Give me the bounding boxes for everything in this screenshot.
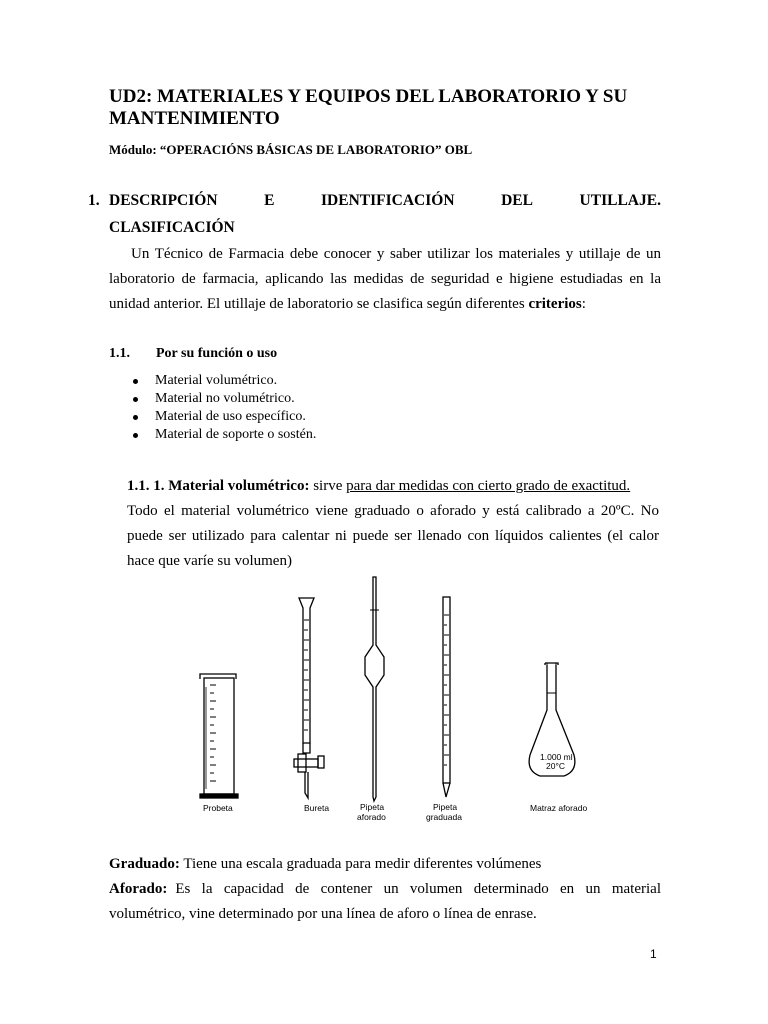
text-line	[109, 292, 661, 317]
text-line-content: laboratorio de farmacia, aplicando las medidas de seguridad e higiene estudiadas en la	[109, 271, 661, 287]
document-title: UD2: MATERIALES Y EQUIPOS DEL LABORATORIO Y SU MANTENIMIENTO	[109, 86, 628, 129]
list-item: Material de soporte o sostén.	[131, 426, 316, 444]
graduated-pipette-drawing	[443, 597, 450, 797]
heading-word: DESCRIPCIÓN	[109, 192, 218, 209]
caption-pipeta-aforado-1: Pipeta	[360, 802, 385, 812]
subsection-title: Por su función o uso	[156, 346, 278, 361]
caption-pipeta-aforado-2: aforado	[357, 812, 386, 822]
page-number: 1	[650, 947, 657, 961]
definition-text: Tiene una escala graduada para medir diferentes volúmenes	[179, 856, 542, 872]
intro-paragraph	[109, 242, 661, 317]
heading-word: IDENTIFICACIÓN	[321, 192, 455, 209]
volumetric-paragraph	[127, 474, 659, 574]
flask-volume-label: 1.000 ml	[540, 752, 573, 762]
text-line	[127, 549, 659, 574]
volumetric-label: 1.1. 1. Material volumétrico:	[127, 478, 310, 494]
underlined-text: para dar medidas con cierto grado de exactitud.	[346, 478, 631, 494]
burette-drawing	[294, 598, 324, 798]
caption-bureta: Bureta	[304, 803, 330, 813]
heading-word: E	[264, 192, 275, 209]
definitions	[109, 852, 661, 927]
text-line-content	[109, 877, 661, 902]
text-line	[127, 474, 659, 499]
material-list	[131, 372, 316, 444]
list-item: Material no volumétrico.	[131, 390, 316, 408]
text-line	[127, 524, 659, 549]
volumetric-pipette-drawing	[365, 577, 384, 801]
graduated-cylinder-drawing	[200, 674, 238, 798]
punctuation: :	[581, 296, 586, 312]
text-line	[109, 242, 661, 267]
definition-text: Es la capacidad de contener un volumen determinado en un material	[175, 881, 661, 897]
text-line	[109, 902, 661, 927]
criterios-bold: criterios	[528, 296, 582, 312]
text-line-content: unidad anterior. El utillaje de laboratorio se clasifica según diferentes	[109, 296, 529, 312]
subsection-heading	[109, 346, 277, 362]
section-heading-continued: CLASIFICACIÓN	[109, 219, 235, 236]
section-heading	[109, 192, 661, 210]
term: Graduado:	[109, 856, 180, 872]
heading-word: UTILLAJE.	[579, 192, 661, 209]
module-subtitle: Módulo: “OPERACIÓNS BÁSICAS DE LABORATORIO” OBL	[109, 142, 473, 157]
caption-probeta: Probeta	[203, 803, 233, 813]
section-number: 1.	[88, 192, 100, 209]
text-line	[127, 499, 659, 524]
lab-glassware-figure	[190, 575, 600, 837]
caption-pipeta-graduada-2: graduada	[426, 812, 462, 822]
flask-temperature-label: 20°C	[546, 761, 565, 771]
caption-matraz-aforado: Matraz aforado	[530, 803, 588, 813]
term: Aforado:	[109, 881, 168, 897]
text-line-content: puede ser utilizado para calentar ni puede ser llenado con líquidos calientes (el calor	[127, 528, 659, 544]
text-line	[109, 267, 661, 292]
definition-aforado	[109, 877, 661, 902]
text-line-content	[127, 474, 630, 499]
text-line-content: hace que varíe su volumen)	[127, 553, 292, 569]
text-line-content: Un Técnico de Farmacia debe conocer y saber utilizar los materiales y utillaje de un	[131, 246, 661, 262]
list-item: Material volumétrico.	[131, 372, 316, 390]
list-item: Material de uso específico.	[131, 408, 316, 426]
heading-word: DEL	[501, 192, 533, 209]
caption-pipeta-graduada-1: Pipeta	[433, 802, 458, 812]
subsection-number: 1.1.	[109, 346, 130, 361]
text-line-content: Todo el material volumétrico viene graduado o aforado y está calibrado a 20ºC. No	[127, 503, 659, 519]
definition-graduado	[109, 852, 661, 877]
plain-text: sirve	[309, 478, 347, 494]
definition-text: volumétrico, vine determinado por una línea de aforo o línea de enrase.	[109, 906, 537, 922]
